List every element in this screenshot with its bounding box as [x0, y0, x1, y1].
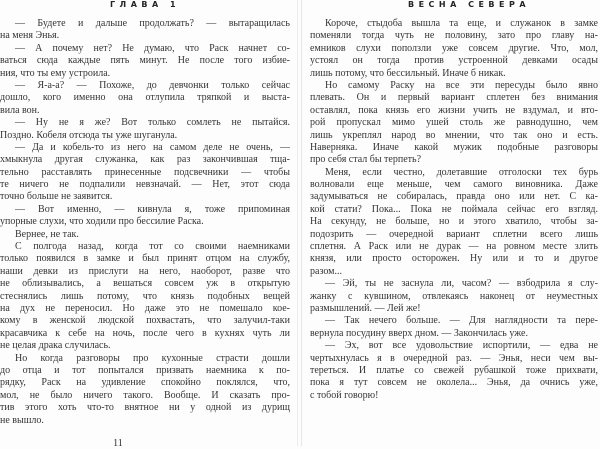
paragraph [0, 204, 290, 229]
text-line: оставлял, пока князь его жизни учить не вздумал, и вто- [310, 104, 598, 116]
paragraph [0, 241, 290, 353]
text-line: волновали еще меньше, чем самого виновника. Даже [310, 179, 598, 191]
text-line: поменяли тогда чуть не половину, зато про главу на- [310, 30, 598, 42]
text-line: наши девки из прислуги на него, наоборот, разве что [0, 265, 290, 277]
text-line: — Да и кобель-то из него на самом деле не очень, — [15, 141, 290, 153]
text-line: емников слухи поползли уже совсем другие. Что, мол, [310, 42, 598, 54]
text-line: лишь укреплял народ во мнении, что так оно и есть. [310, 129, 598, 141]
text-line: красавчика к себе на ночь, после чего в кухнях чуть ли [0, 327, 290, 339]
text-line: князя, или просто осторожен. Ну или и то и другое [310, 253, 598, 265]
right-page-body-text [310, 18, 598, 402]
text-line: хмыкнула другая служанка, как раз закончившая тща- [0, 154, 290, 166]
text-line: — Будете и дальше продолжать? — вытаращилась [15, 18, 290, 29]
paragraph [0, 142, 290, 204]
text-line: Но когда разговоры про кухонные страсти дошли [15, 352, 290, 364]
paragraph [310, 340, 598, 402]
text-line: лишь потому, что бессильный. Иначе б никак. [310, 67, 506, 79]
text-line: тереться. И платье со свежей рубашкой тоже прихвати, [310, 364, 598, 376]
left-page [0, 0, 290, 427]
paragraph [0, 229, 290, 241]
text-line: — Я-а-а? — Похоже, до девчонки только сейчас [15, 79, 290, 91]
text-line: кому в женской людской похвастать, что залучил-таки [0, 315, 290, 327]
text-line: Наверняка. Иначе какой мужик подобные разговоры [310, 141, 598, 153]
text-line: на меня Энья. [0, 30, 60, 42]
left-page-running-head: ГЛАВА 1 [109, 0, 181, 9]
text-line: Меня, если честно, долетавшие отголоски тех бурь [325, 166, 598, 178]
text-line: с тобой говорю! [310, 389, 379, 401]
text-line: точно больше не заявится. [0, 191, 113, 203]
text-line: про себя стал бы терпеть? [310, 154, 422, 166]
text-line: задумываться не собиралась, правда оно или нет. С ка- [310, 191, 598, 203]
text-line: плевать. Он и первый вариант сплетен без внимания [310, 92, 598, 104]
text-line: пока я тут совсем не околела... Энья, да очнись уже, [310, 377, 598, 389]
left-page-number: 11 [113, 438, 123, 449]
text-line: подозрить — очередной вариант сплетни всего лишь [310, 228, 598, 240]
page-gutter-line [301, 0, 302, 446]
text-line: на дух не переносил. Но даже это не помешало кое- [0, 302, 290, 314]
text-line: тив этого хоть что-то внятное ни у одной из дурищ [0, 402, 290, 414]
text-line: ния, что ты ему устроила. [0, 67, 111, 79]
text-line: размышлений. — Лей же! [310, 302, 421, 314]
text-line: Вернее, не так. [15, 228, 79, 240]
text-line: Но самому Раску на все эти пересуды было явно [325, 79, 598, 91]
text-line: — Так нечего больше. — Для наглядности та пере- [325, 315, 598, 327]
text-line: только появился в замке и был принят отцом на службу, [0, 253, 290, 265]
text-line: — Вот именно, — кивнула я, тоже припоминая [15, 203, 290, 215]
text-line: сплетня. А Раск или не дурак — на ровном месте злить [310, 241, 598, 253]
paragraph [0, 353, 290, 427]
text-line: чертыхнулась я в очередной раз. — Энья, неси чем вы- [310, 352, 598, 364]
right-page [310, 0, 598, 402]
text-line: кой стати? Пока... Пока не поймала сейчас его взгляд. [310, 203, 598, 215]
text-line: ваться сюда каждые пять минут. Не после того избие- [0, 55, 290, 67]
text-line: С полгода назад, когда тот со своими наемниками [15, 241, 290, 253]
text-line: Поздно. Кобеля отсюда ты уже шуганула. [0, 129, 178, 141]
text-line: — Эх, вот все удовольствие испортили, — едва не [325, 340, 598, 352]
text-line: те ничего не подпалили невзначай. — Нет, этот сюда [0, 179, 290, 191]
paragraph [0, 18, 290, 43]
text-line: жанку с кувшином, отвлекаясь наконец от неуместных [310, 290, 598, 302]
page-gutter-line [297, 0, 298, 446]
text-line: не вышло. [0, 414, 44, 426]
text-line: тельно расставлять принесенные подсвечники — чтобы [0, 166, 290, 178]
text-line: — А почему нет? Не думаю, что Раск начнет со- [15, 42, 290, 54]
text-line: мол, не было ничего такого. Вообще. И сказать про- [0, 389, 290, 401]
text-line: Короче, стыдоба вышла та еще, и служанок в замке [325, 18, 598, 29]
text-line: не облизывались, а вешаться совсем уж в открытую [0, 278, 290, 290]
text-line: рядку, Раск на удивление спокойно поклялся, что, [0, 377, 290, 389]
text-line: разом... [310, 265, 342, 277]
text-line: рой пропускал мимо ушей столь же равнодушно, чем [310, 117, 598, 129]
text-line: устоял он тогда против устроенной девками осады [310, 55, 598, 67]
text-line: дошло, кого именно она отлупила тряпкой и выста- [0, 92, 290, 104]
paragraph [0, 80, 290, 117]
text-line: вернула посудину вверх дном. — Закончилась уже. [310, 327, 528, 339]
text-line: не целая драка случилась. [0, 340, 111, 352]
text-line: упорные слухи, что ходили про бессилие Раска. [0, 216, 204, 228]
paragraph [310, 80, 598, 167]
paragraph [310, 167, 598, 279]
left-page-body-text [0, 18, 290, 427]
paragraph [310, 18, 598, 80]
right-page-running-head: ВЕСНА СЕВЕРА [407, 0, 531, 9]
text-line: На секунду, не больше, но и этого хватило, чтобы за- [310, 216, 598, 228]
paragraph [0, 117, 290, 142]
text-line: до отца и тот попытался призвать наемника к по- [0, 364, 290, 376]
paragraph [310, 278, 598, 315]
paragraph [0, 43, 290, 80]
text-line: — Ну не я же? Вот только сомлеть не пытайся. [15, 117, 290, 129]
text-line: — Эй, ты не заснула ли, часом? — взбодрила я слу- [325, 278, 598, 290]
text-line: стеснялись лишь потому, что князь подобных вещей [0, 290, 290, 302]
text-line: вила вон. [0, 104, 40, 116]
paragraph [310, 315, 598, 340]
